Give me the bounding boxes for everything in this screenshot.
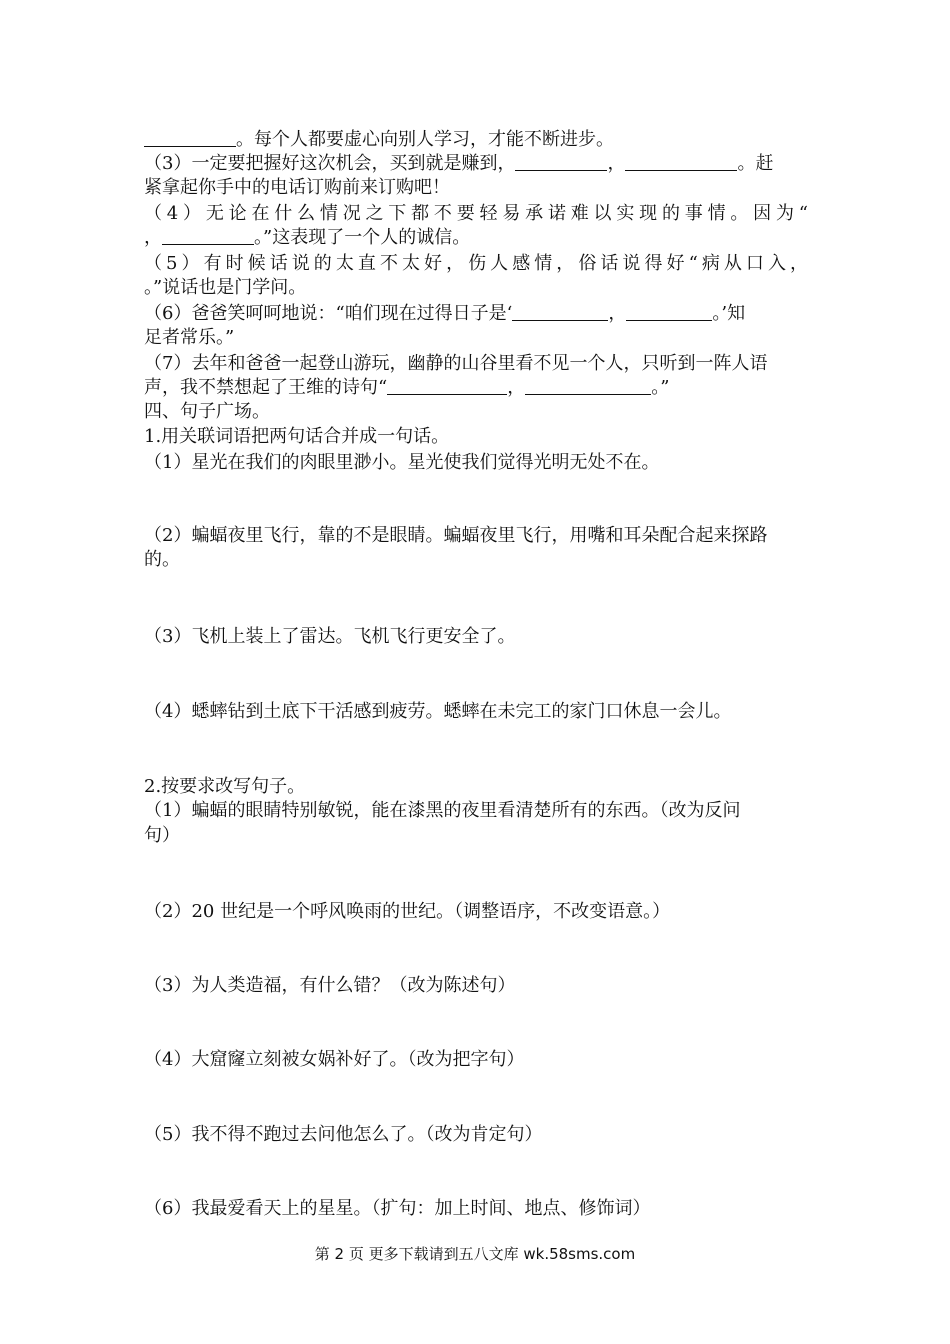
part-2-question-4: （4）大窟窿立刻被女娲补好了。（改为把字句） xyxy=(144,1049,525,1070)
answer-blank[interactable] xyxy=(626,302,712,321)
part-1-title: 1.用关联词语把两句话合并成一句话。 xyxy=(144,426,450,447)
part-1-question-2-line-2: 的。 xyxy=(144,549,180,570)
question-6-text: （6）爸爸笑呵呵地说：“咱们现在过得日子是‘ xyxy=(144,303,513,324)
answer-blank[interactable] xyxy=(144,128,236,147)
question-5-line-2: 。”说话也是门学问。 xyxy=(144,277,307,298)
part-1-question-2-line-1: （2）蝙蝠夜里飞行，靠的不是眼睛。蝙蝠夜里飞行，用嘴和耳朵配合起来探路 xyxy=(144,525,768,546)
part-2-question-2: （2）20 世纪是一个呼风唤雨的世纪。（调整语序，不改变语意。） xyxy=(144,901,671,922)
part-1-question-4: （4）蟋蟀钻到土底下干活感到疲劳。蟋蟀在未完工的家门口休息一会儿。 xyxy=(144,701,732,722)
comma: ， xyxy=(607,153,626,174)
question-7-line-1: （7）去年和爸爸一起登山游玩，幽静的山谷里看不见一个人，只听到一阵人语 xyxy=(144,353,768,374)
comma: ， xyxy=(507,377,526,398)
answer-blank[interactable] xyxy=(162,226,254,245)
question-6-line-1 xyxy=(144,302,808,326)
part-2-title: 2.按要求改写句子。 xyxy=(144,776,306,797)
question-6-line-2: 足者常乐。” xyxy=(144,327,235,348)
question-3-text: （3）一定要把握好这次机会，买到就是赚到， xyxy=(144,153,516,174)
line-end: 。” xyxy=(651,377,670,398)
section-4-title: 四、句子广场。 xyxy=(144,401,270,422)
part-2-question-1-line-2: 句） xyxy=(144,825,180,846)
page-footer: 第 2 页 更多下载请到五八文库 wk.58sms.com xyxy=(314,1245,636,1263)
part-1-question-1: （1）星光在我们的肉眼里渺小。星光使我们觉得光明无处不在。 xyxy=(144,452,660,473)
part-2-question-5: （5）我不得不跑过去问他怎么了。（改为肯定句） xyxy=(144,1124,543,1145)
answer-blank[interactable] xyxy=(525,376,651,395)
comma: ， xyxy=(608,303,627,324)
question-4-line-2 xyxy=(144,226,808,250)
comma: ， xyxy=(144,227,162,248)
question-5-line-1: （5）有时候话说的太直不太好，伤人感情，俗话说得好“病从口入， xyxy=(144,253,808,274)
question-7-line-2 xyxy=(144,376,808,400)
part-2-question-6: （6）我最爱看天上的星星。（扩句：加上时间、地点、修饰词） xyxy=(144,1198,651,1219)
question-4-continuation: 。”这表现了一个人的诚信。 xyxy=(254,227,471,248)
question-7-text: 声，我不禁想起了王维的诗句“ xyxy=(144,377,388,398)
answer-blank[interactable] xyxy=(515,152,607,171)
question-3-line-1 xyxy=(144,152,808,176)
answer-blank[interactable] xyxy=(387,376,507,395)
question-4-line-1: （4）无论在什么情况之下都不要轻易承诺难以实现的事情。因为“ xyxy=(144,203,808,224)
question-3-continuation: 紧拿起你手中的电话订购前来订购吧！ xyxy=(144,177,450,198)
part-2-question-3: （3）为人类造福，有什么错？（改为陈述句） xyxy=(144,975,516,996)
fill-line-1 xyxy=(144,128,808,152)
part-2-question-1-line-1: （1）蝙蝠的眼睛特别敏锐，能在漆黑的夜里看清楚所有的东西。（改为反问 xyxy=(144,800,741,821)
line-end: 。’知 xyxy=(712,303,746,324)
answer-blank[interactable] xyxy=(625,152,737,171)
part-1-question-3: （3）飞机上装上了雷达。飞机飞行更安全了。 xyxy=(144,626,516,647)
answer-blank[interactable] xyxy=(512,302,608,321)
line-end: 。赶 xyxy=(737,153,774,174)
line-text: 。每个人都要虚心向别人学习，才能不断进步。 xyxy=(236,129,614,150)
question-3-line-2 xyxy=(144,176,808,200)
